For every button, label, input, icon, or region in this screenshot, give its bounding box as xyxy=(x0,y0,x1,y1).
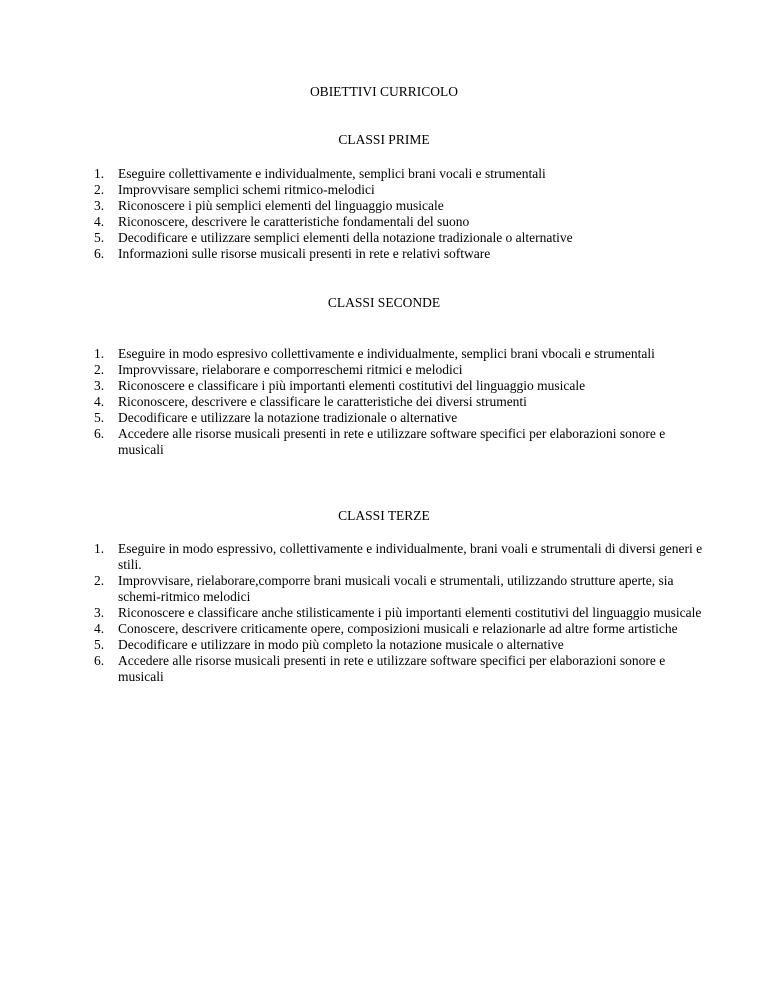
list-item-number: 2. xyxy=(94,362,105,377)
list-item xyxy=(94,653,704,685)
list-item-number: 5. xyxy=(94,410,105,425)
list-item-text: Decodificare e utilizzare semplici elementi della notazione tradizionale o alternative xyxy=(118,230,573,245)
list-item xyxy=(94,214,704,230)
section-heading-classi-terze: CLASSI TERZE xyxy=(338,508,430,523)
list-item-text: Improvvisare semplici schemi ritmico-melodici xyxy=(118,182,375,197)
list-item-number: 1. xyxy=(94,166,105,181)
list-item-text: Informazioni sulle risorse musicali presenti in rete e relativi software xyxy=(118,246,491,261)
list-item-text: Eseguire collettivamente e individualmente, semplici brani vocali e strumentali xyxy=(118,166,546,181)
objectives-list-classi-terze xyxy=(94,541,704,685)
list-item-number: 6. xyxy=(94,653,105,668)
list-item-text: Riconoscere i più semplici elementi del linguaggio musicale xyxy=(118,198,444,213)
list-item-text: Accedere alle risorse musicali presenti in rete e utilizzare software specifici per elaborazioni sonore e musicali xyxy=(118,653,666,684)
list-item xyxy=(94,541,704,573)
list-item xyxy=(94,637,704,653)
list-item-number: 4. xyxy=(94,394,105,409)
document-title: OBIETTIVI CURRICOLO xyxy=(309,84,459,99)
list-item-text: Improvvisare, rielaborare,comporre brani musicali vocali e strumentali, utilizzando strutture aperte, sia schemi-ritmico melodici xyxy=(118,573,674,604)
list-item-number: 5. xyxy=(94,637,105,652)
list-item xyxy=(94,426,704,458)
list-item xyxy=(94,378,704,394)
list-item xyxy=(94,362,704,378)
list-item-number: 1. xyxy=(94,346,105,361)
list-item-number: 4. xyxy=(94,621,105,636)
list-item xyxy=(94,166,704,182)
list-item-text: Eseguire in modo espressivo, collettivamente e individualmente, brani voali e strumentali di diversi generi e stili. xyxy=(118,541,703,572)
list-item-text: Riconoscere, descrivere e classificare le caratteristiche dei diversi strumenti xyxy=(118,394,527,409)
list-item xyxy=(94,346,704,362)
objectives-list-classi-seconde xyxy=(94,346,704,458)
list-item-text: Conoscere, descrivere criticamente opere, composizioni musicali e relazionarle ad altre forme artistiche xyxy=(118,621,678,636)
list-item xyxy=(94,573,704,605)
list-item xyxy=(94,410,704,426)
list-item-number: 4. xyxy=(94,214,105,229)
list-item xyxy=(94,246,704,262)
list-item xyxy=(94,230,704,246)
list-item-number: 3. xyxy=(94,198,105,213)
list-item xyxy=(94,621,704,637)
list-item-number: 2. xyxy=(94,182,105,197)
list-item-text: Eseguire in modo espresivo collettivamente e individualmente, semplici brani vbocali e strumentali xyxy=(118,346,655,361)
list-item-number: 2. xyxy=(94,573,105,588)
list-item-number: 6. xyxy=(94,246,105,261)
section-heading-classi-seconde: CLASSI SECONDE xyxy=(327,295,441,310)
list-item-text: Improvvissare, rielaborare e comporreschemi ritmici e melodici xyxy=(118,362,463,377)
section-heading-classi-prime: CLASSI PRIME xyxy=(338,132,430,147)
list-item-number: 3. xyxy=(94,605,105,620)
list-item-number: 5. xyxy=(94,230,105,245)
list-item xyxy=(94,605,704,621)
list-item-text: Accedere alle risorse musicali presenti in rete e utilizzare software specifici per elaborazioni sonore e musicali xyxy=(118,426,666,457)
list-item-text: Decodificare e utilizzare la notazione tradizionale o alternative xyxy=(118,410,458,425)
list-item-text: Decodificare e utilizzare in modo più completo la notazione musicale o alternative xyxy=(118,637,564,652)
list-item-text: Riconoscere e classificare i più importanti elementi costitutivi del linguaggio musicale xyxy=(118,378,586,393)
list-item-text: Riconoscere, descrivere le caratteristiche fondamentali del suono xyxy=(118,214,470,229)
list-item xyxy=(94,394,704,410)
list-item xyxy=(94,198,704,214)
list-item-number: 3. xyxy=(94,378,105,393)
objectives-list-classi-prime xyxy=(94,166,704,262)
list-item-number: 6. xyxy=(94,426,105,441)
list-item-number: 1. xyxy=(94,541,105,556)
list-item-text: Riconoscere e classificare anche stilisticamente i più importanti elementi costitutivi del linguaggio musicale xyxy=(118,605,702,620)
list-item xyxy=(94,182,704,198)
